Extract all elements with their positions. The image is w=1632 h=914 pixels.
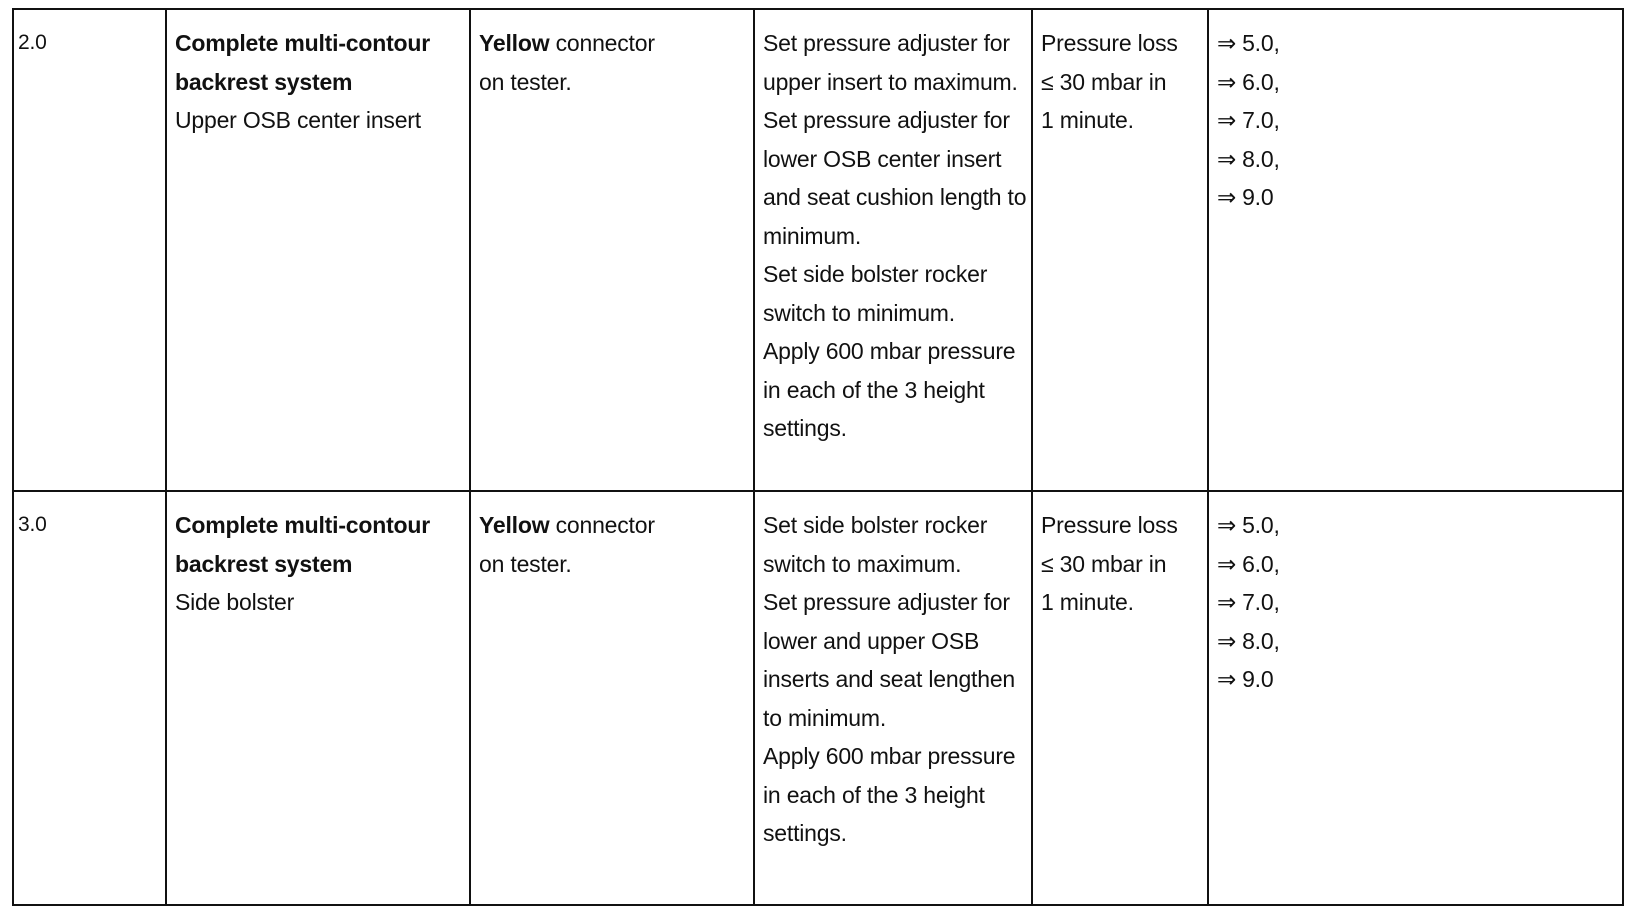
- next-step-ref: [1217, 660, 1614, 699]
- instruction-line: inserts and seat lengthen: [763, 666, 1016, 692]
- next-step-ref: [1217, 63, 1614, 102]
- double-right-arrow-icon: ⇒: [1217, 30, 1237, 56]
- component-subtitle: Upper OSB center insert: [175, 107, 421, 133]
- instruction-line: lower and upper OSB: [763, 627, 980, 654]
- spec-line: Pressure loss: [1041, 512, 1178, 538]
- spec-line: Pressure loss: [1041, 30, 1178, 56]
- connector-color: Yellow: [479, 512, 550, 538]
- spec-line: ≤ 30 mbar in: [1041, 68, 1167, 95]
- connection-text: connector: [549, 512, 655, 538]
- instruction-line: switch to maximum.: [763, 550, 962, 577]
- connection-line: [479, 24, 745, 63]
- double-right-arrow-icon: ⇒: [1217, 512, 1237, 538]
- next-step-number: 5.0,: [1242, 512, 1280, 538]
- connection-line-2: on tester.: [479, 550, 572, 577]
- next-step-ref: [1217, 178, 1614, 217]
- connection-cell: [470, 9, 754, 491]
- next-step-ref: [1217, 545, 1614, 584]
- next-step-ref: [1217, 140, 1614, 179]
- table-row: [13, 491, 1623, 905]
- next-step-number: 6.0,: [1242, 68, 1280, 95]
- next-step-ref: [1217, 622, 1614, 661]
- table-row: [13, 9, 1623, 491]
- connection-line-2: on tester.: [479, 68, 572, 95]
- instructions-cell: [754, 9, 1032, 491]
- component-cell: [166, 491, 470, 905]
- component-title-line: Complete multi-contour: [175, 512, 430, 538]
- step-number: 3.0: [18, 513, 47, 536]
- next-step-number: 7.0,: [1242, 107, 1280, 133]
- next-step-number: 6.0,: [1242, 550, 1280, 577]
- instructions-cell: [754, 491, 1032, 905]
- next-step-number: 9.0: [1242, 666, 1274, 692]
- next-step-ref: [1217, 583, 1614, 622]
- next-step-number: 8.0,: [1242, 145, 1280, 172]
- component-title-line: Complete multi-contour: [175, 30, 430, 56]
- instruction-line: lower OSB center insert: [763, 145, 1002, 172]
- instruction-line: minimum.: [763, 222, 862, 249]
- instruction-line: Set pressure adjuster for: [763, 30, 1010, 56]
- double-right-arrow-icon: ⇒: [1217, 627, 1237, 654]
- instruction-line: Apply 600 mbar pressure: [763, 743, 1016, 769]
- instruction-line: Set pressure adjuster for: [763, 107, 1010, 133]
- instruction-line: in each of the 3 height: [763, 376, 985, 403]
- instruction-line: to minimum.: [763, 704, 887, 731]
- connection-line: [479, 506, 745, 545]
- next-step-number: 8.0,: [1242, 627, 1280, 654]
- double-right-arrow-icon: ⇒: [1217, 145, 1237, 172]
- instruction-line: Apply 600 mbar pressure: [763, 338, 1016, 364]
- next-step-number: 7.0,: [1242, 589, 1280, 615]
- next-step-ref: [1217, 101, 1614, 140]
- next-steps-cell: [1208, 491, 1623, 905]
- connector-color: Yellow: [479, 30, 550, 56]
- instruction-line: Set side bolster rocker: [763, 261, 988, 287]
- test-procedure-table: [12, 8, 1624, 906]
- instruction-line: in each of the 3 height: [763, 781, 985, 808]
- instruction-line: Set side bolster rocker: [763, 512, 988, 538]
- spec-line: ≤ 30 mbar in: [1041, 550, 1167, 577]
- step-number: 2.0: [18, 31, 47, 54]
- double-right-arrow-icon: ⇒: [1217, 666, 1237, 692]
- next-step-ref: [1217, 24, 1614, 63]
- step-number-cell: [13, 491, 166, 905]
- instruction-line: switch to minimum.: [763, 299, 955, 326]
- instruction-line: upper insert to maximum.: [763, 68, 1018, 95]
- double-right-arrow-icon: ⇒: [1217, 107, 1237, 133]
- next-step-number: 9.0: [1242, 184, 1274, 210]
- instruction-line: Set pressure adjuster for: [763, 589, 1010, 615]
- double-right-arrow-icon: ⇒: [1217, 184, 1237, 210]
- component-title-line: backrest system: [175, 550, 353, 577]
- double-right-arrow-icon: ⇒: [1217, 68, 1237, 95]
- procedure-sheet: [12, 8, 1622, 904]
- specification-cell: [1032, 9, 1208, 491]
- step-number-cell: [13, 9, 166, 491]
- connection-cell: [470, 491, 754, 905]
- connection-text: connector: [549, 30, 655, 56]
- component-cell: [166, 9, 470, 491]
- double-right-arrow-icon: ⇒: [1217, 589, 1237, 615]
- spec-line: 1 minute.: [1041, 589, 1134, 615]
- component-title-line: backrest system: [175, 68, 353, 95]
- component-subtitle: Side bolster: [175, 589, 295, 615]
- instruction-line: settings.: [763, 415, 847, 441]
- next-step-number: 5.0,: [1242, 30, 1280, 56]
- instruction-line: and seat cushion length to: [763, 184, 1027, 210]
- double-right-arrow-icon: ⇒: [1217, 550, 1237, 577]
- next-steps-cell: [1208, 9, 1623, 491]
- instruction-line: settings.: [763, 820, 847, 846]
- next-step-ref: [1217, 506, 1614, 545]
- spec-line: 1 minute.: [1041, 107, 1134, 133]
- specification-cell: [1032, 491, 1208, 905]
